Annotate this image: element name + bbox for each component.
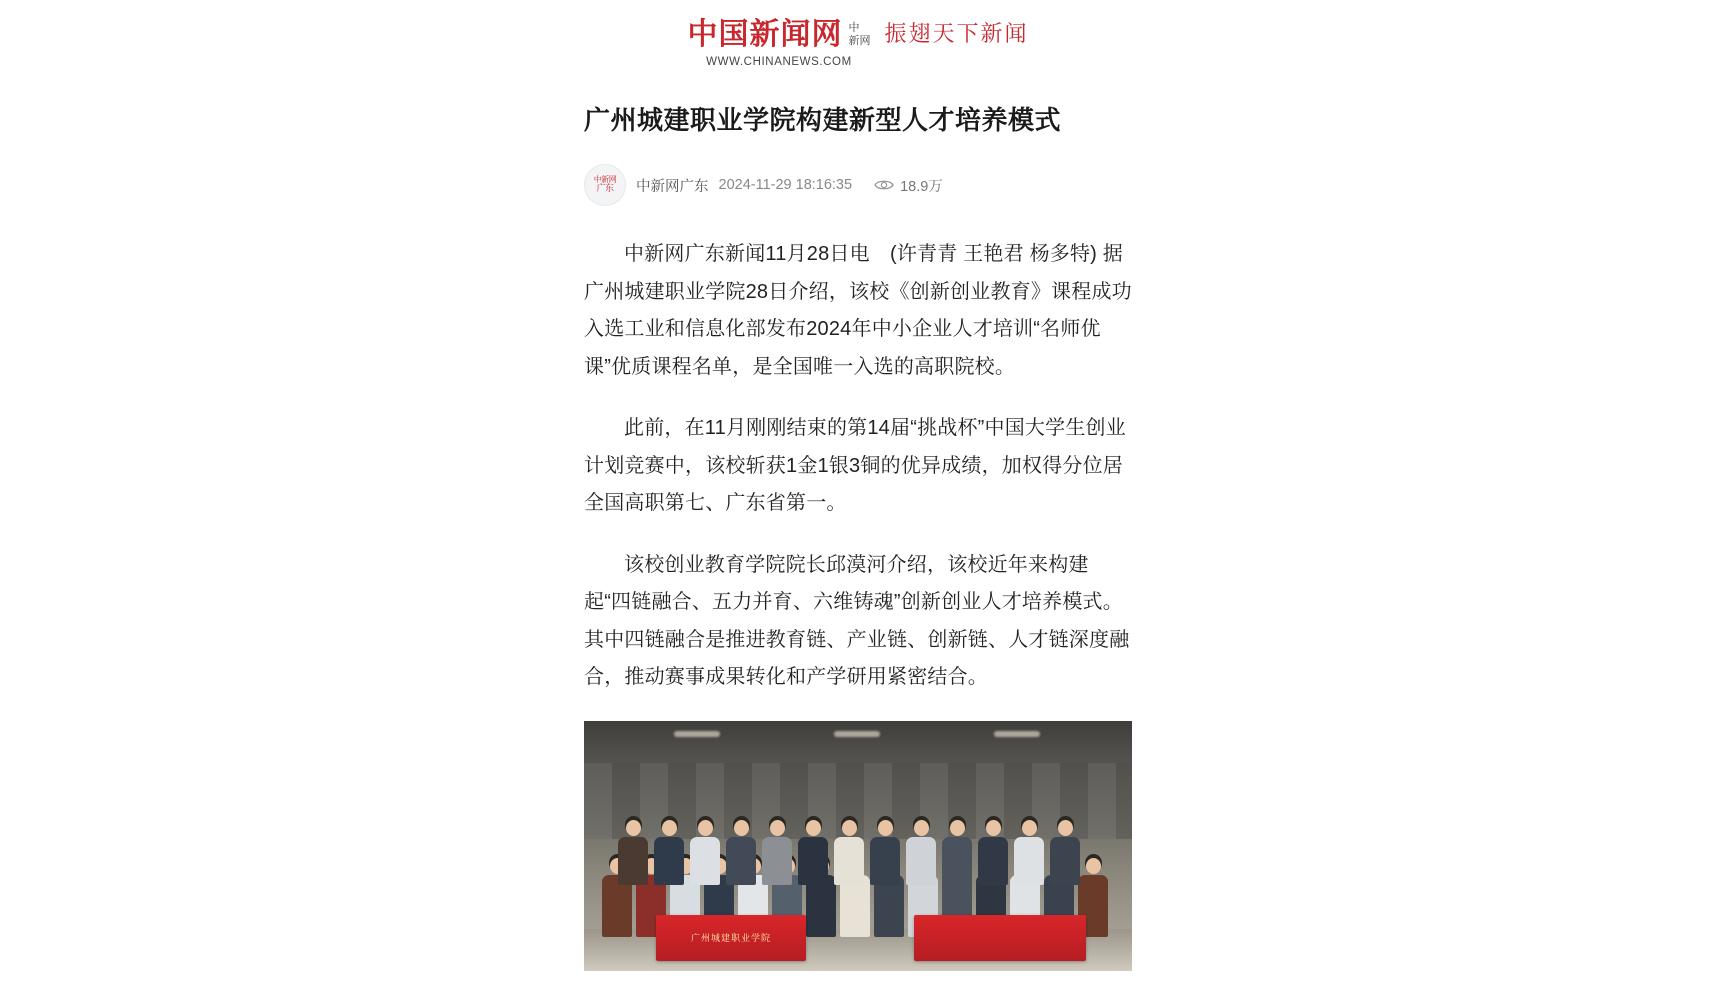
logo-url: WWW.CHINANEWS.COM <box>706 56 852 68</box>
site-logo[interactable] <box>687 18 1028 68</box>
view-count-group <box>874 175 943 196</box>
eye-icon <box>874 178 894 192</box>
article-source[interactable]: 中新网广东 <box>636 178 709 195</box>
view-count: 18.9万 <box>900 178 943 195</box>
logo-sub-line1: 中 <box>848 22 860 34</box>
article-date: 2024-11-29 18:16:35 <box>718 177 853 193</box>
logo-chinese-text: 中国新闻网 <box>687 17 843 52</box>
avatar-top-text: 中新网 <box>593 175 617 184</box>
logo-sub-line2: 新网 <box>848 35 871 47</box>
article-paragraph: 该校创业教育学院院长邱漠河介绍，该校近年来构建起“四链融合、五力并育、六维铸魂”创新创业人才培养模式。其中四链融合是推进教育链、产业链、创新链、人才链深度融合，推动赛事成果转化和产学研用紧密结合。 <box>584 553 1130 688</box>
logo-slogan: 振翅天下新闻 <box>884 22 1029 47</box>
group-photo <box>584 721 1132 971</box>
ceiling-light-icon <box>994 731 1040 737</box>
article-container <box>584 68 1132 971</box>
article-meta <box>584 164 1132 206</box>
article-paragraph: 此前，在11月刚刚结束的第14届“挑战杯”中国大学生创业计划竞赛中，该校斩获1金1银3铜的优异成绩，加权得分位居全国高职第七、广东省第一。 <box>584 417 1126 514</box>
logo-sub-stack <box>848 18 870 48</box>
photo-banner-left-text: 广州城建职业学院 <box>690 932 771 943</box>
photo-ceiling <box>584 721 1132 763</box>
ceiling-light-icon <box>834 731 880 737</box>
page-title: 广州城建职业学院构建新型人才培养模式 <box>584 105 1062 135</box>
site-masthead <box>0 0 1716 68</box>
avatar[interactable] <box>584 164 626 206</box>
photo-banner-left <box>656 915 806 961</box>
article-paragraph: 中新网广东新闻11月28日电 (许青青 王艳君 杨多特) 据广州城建职业学院28日介绍，该校《创新创业教育》课程成功入选工业和信息化部发布2024年中小企业人才培训“名师优课”优质课程名单，是全国唯一入选的高职院校。 <box>584 243 1132 378</box>
article-body <box>584 236 1132 697</box>
logo-primary[interactable] <box>687 18 870 68</box>
photo-banner-right <box>914 915 1086 961</box>
avatar-bottom-text: 广东 <box>596 184 614 194</box>
ceiling-light-icon <box>674 731 720 737</box>
